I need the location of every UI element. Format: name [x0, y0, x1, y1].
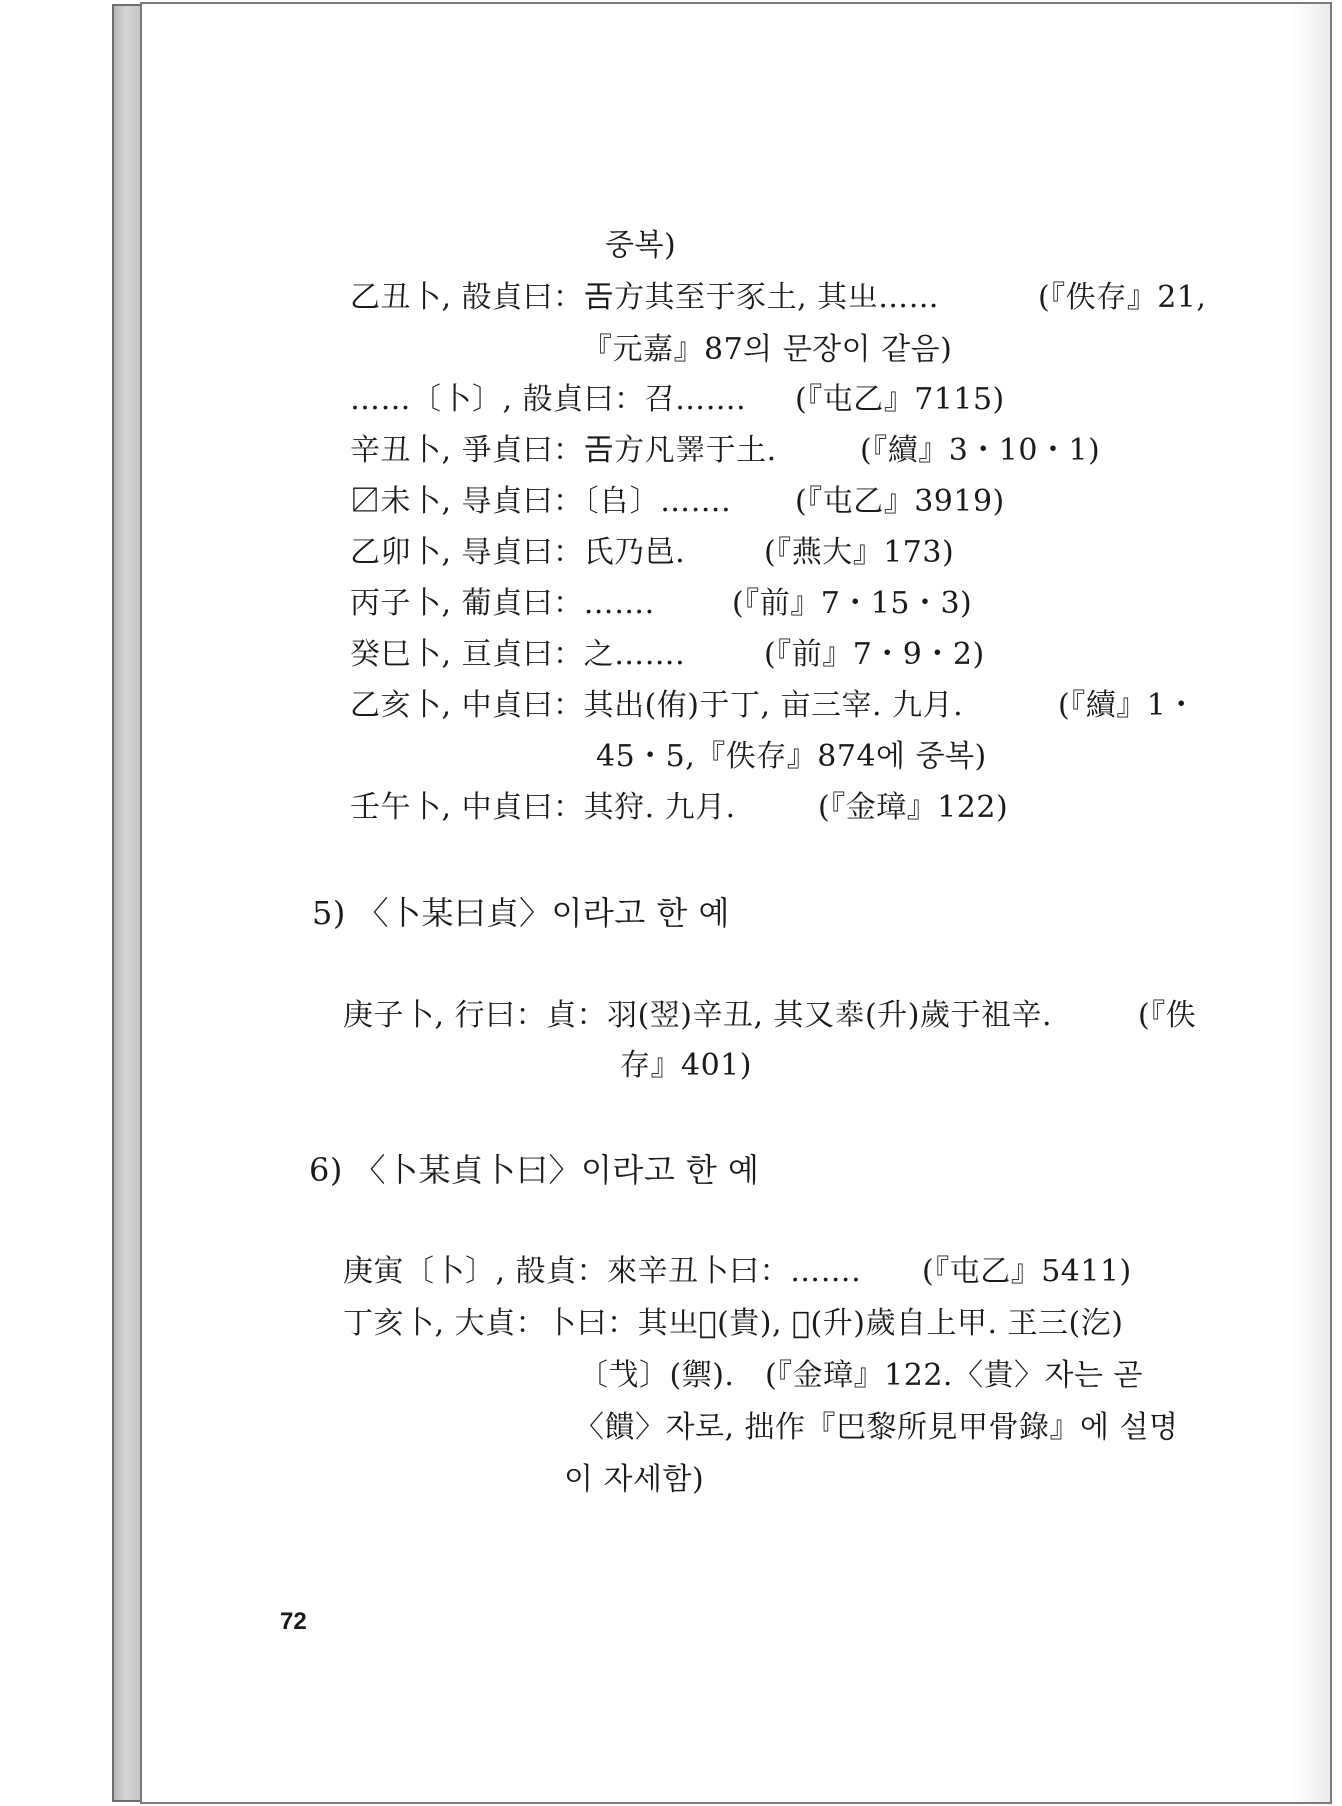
entry-continuation: 45・5,『佚存』874에 중복)	[596, 739, 987, 774]
entry-line	[350, 584, 655, 624]
entry-line	[350, 635, 685, 675]
section-heading: 6) 〈卜某貞卜曰〉이라고 한 예	[309, 1151, 760, 1189]
entry-text: 丙子卜, 葡貞曰：…….	[350, 586, 655, 621]
entry-citation: (『佚存』21,	[1038, 280, 1207, 315]
entry-citation: (『前』7・9・2)	[764, 637, 985, 672]
entry-text: 壬午卜, 中貞曰：其狩. 九月.	[350, 790, 736, 825]
entry-line	[343, 1252, 861, 1292]
entry-line	[350, 533, 685, 573]
entry-continuation: 『元嘉』87의 문장이 같음)	[582, 332, 953, 367]
entry-text: 庚子卜, 行曰：貞：羽(翌)辛丑, 其又𠦪(升)歲于祖辛.	[343, 998, 1052, 1033]
entry-line	[350, 431, 777, 471]
continued-line: 중복)	[605, 228, 677, 263]
entry-citation: (『前』7・15・3)	[732, 586, 973, 621]
entry-continuation: 〔𢦏〕(禦). (『金璋』122.〈貴〉자는 곧	[578, 1358, 1143, 1393]
entry-line	[350, 482, 731, 522]
entry-text: 庚寅〔卜〕, 㱿貞：來辛丑卜曰：…….	[343, 1254, 862, 1289]
entry-text: 〼未卜, 㝵貞曰：〔𠂤〕…….	[350, 484, 732, 519]
entry-line	[350, 686, 963, 726]
entry-text: ……〔卜〕, 㱿貞曰：召…….	[350, 382, 747, 417]
entry-continuation: 이 자세함)	[564, 1462, 705, 1497]
entry-text: 乙卯卜, 㝵貞曰：氏乃邑.	[350, 535, 686, 570]
entry-line	[343, 996, 1052, 1036]
entry-text: 癸巳卜, 亘貞曰：之…….	[350, 637, 686, 672]
page-edge-shadow	[1290, 4, 1330, 1802]
page-number: 72	[280, 1608, 307, 1635]
entry-continuation: 〈饋〉자로, 拙作『巴黎所見甲骨錄』에 설명	[574, 1410, 1179, 1445]
entry-continuation: 存』401)	[620, 1048, 752, 1083]
entry-text: 丁亥卜, 大貞：卜曰：其㞢𡧊(貴), 𠦪(升)歲自上甲. 玊三(汔)	[343, 1306, 1124, 1341]
entry-citation: (『金璋』122)	[818, 790, 1009, 825]
section-heading: 5) 〈卜某曰貞〉이라고 한 예	[312, 894, 730, 932]
entry-citation: (『續』1・	[1058, 688, 1197, 723]
entry-citation: (『屯乙』3919)	[795, 484, 1005, 519]
entry-citation: (『屯乙』5411)	[922, 1254, 1132, 1289]
entry-text: 乙丑卜, 㱿貞曰：𢀛方其至于豕土, 其㞢……	[350, 280, 940, 315]
entry-text: 辛丑卜, 爭貞曰：𢀛方凡𢍰于土.	[350, 433, 777, 468]
entry-text: 乙亥卜, 中貞曰：其出(侑)于丁, 亩三宰. 九月.	[350, 688, 964, 723]
book-spine	[112, 4, 142, 1802]
entry-line	[350, 788, 736, 828]
entry-citation: (『續』3・10・1)	[860, 433, 1101, 468]
entry-line	[350, 380, 746, 420]
entry-line	[350, 278, 939, 318]
entry-citation: (『屯乙』7115)	[795, 382, 1005, 417]
entry-citation: (『佚	[1138, 998, 1197, 1033]
entry-citation: (『燕大』173)	[764, 535, 955, 570]
entry-line	[343, 1304, 1123, 1344]
